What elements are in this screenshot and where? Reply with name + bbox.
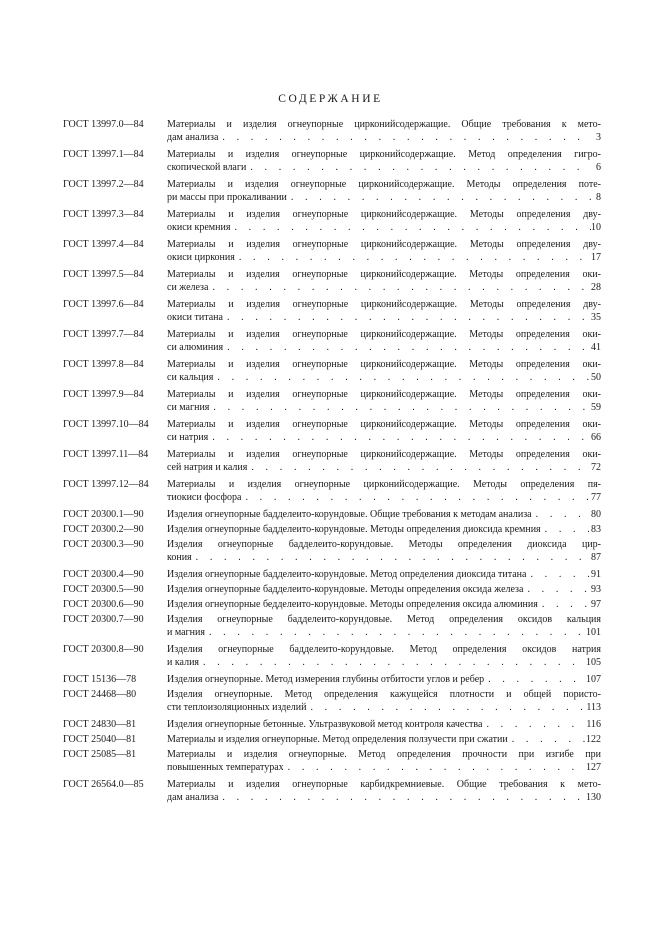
entry-last-line xyxy=(167,524,601,537)
entry-body xyxy=(167,734,601,747)
entry-last-line xyxy=(167,599,601,612)
entry-title-line: дам анализа xyxy=(167,791,219,803)
entry-last-line xyxy=(167,719,601,732)
entry-body xyxy=(167,119,601,144)
entry-last-line xyxy=(167,627,601,640)
dot-leader xyxy=(247,462,591,475)
standard-code: ГОСТ 13997.8—84 xyxy=(63,359,144,370)
entry-title-line: сей натрия и калия xyxy=(167,461,248,473)
page-number: 66 xyxy=(591,431,601,443)
page-number: 83 xyxy=(591,524,601,535)
entry-body xyxy=(167,389,601,414)
standard-code: ГОСТ 13997.12—84 xyxy=(63,479,149,490)
entry-body xyxy=(167,269,601,294)
page-number: 127 xyxy=(586,761,601,773)
page-number: 122 xyxy=(586,734,601,745)
entry-last-line xyxy=(167,162,601,175)
entry-title-line: кония xyxy=(167,551,192,563)
dot-leader xyxy=(306,702,586,715)
entry-body xyxy=(167,779,601,804)
entry-body xyxy=(167,524,601,537)
entry-title-line: Материалы и изделия огнеупорные цирконийсодержащие. Методы определения оки- xyxy=(167,329,601,340)
entry-body xyxy=(167,149,601,174)
standard-code: ГОСТ 20300.1—90 xyxy=(63,509,144,520)
toc-entry xyxy=(63,299,601,324)
standard-code: ГОСТ 13997.4—84 xyxy=(63,239,144,250)
entry-title-line: Материалы и изделия огнеупорные цирконийсодержащие. Методы определения поте- xyxy=(167,179,601,190)
entry-title-line: тиокиси фосфора xyxy=(167,491,242,503)
dot-leader xyxy=(484,674,586,687)
entry-title-line: Изделия огнеупорные бадделеито-корундовые. Методы определения диоксида кремния xyxy=(167,524,541,535)
entry-body xyxy=(167,419,601,444)
standard-code: ГОСТ 13997.10—84 xyxy=(63,419,149,430)
dot-leader xyxy=(218,132,591,145)
entry-last-line xyxy=(167,792,601,805)
dot-leader xyxy=(241,492,591,505)
standard-code: ГОСТ 25085—81 xyxy=(63,749,137,760)
page-number: 17 xyxy=(591,251,601,263)
entry-title-line: Материалы и изделия огнеупорные цирконийсодержащие. Методы определения оки- xyxy=(167,269,601,280)
entry-body xyxy=(167,299,601,324)
standard-code: ГОСТ 13997.5—84 xyxy=(63,269,144,280)
page-number: 41 xyxy=(591,341,601,353)
page-number: 59 xyxy=(591,401,601,413)
toc-entry xyxy=(63,119,601,144)
entry-body xyxy=(167,599,601,612)
page-number: 28 xyxy=(591,281,601,293)
entry-title-line: Изделия огнеупорные бедделеито-корундовые. Методы определения оксида алюминия xyxy=(167,599,538,610)
entry-body xyxy=(167,179,601,204)
entry-title-line: Материалы и изделия огнеупорные цирконийсодержащие. Методы определения оки- xyxy=(167,419,601,430)
dot-leader xyxy=(284,762,586,775)
entry-last-line xyxy=(167,132,601,145)
entry-title-line: си натрия xyxy=(167,431,209,443)
standard-code: ГОСТ 13997.6—84 xyxy=(63,299,144,310)
entry-last-line xyxy=(167,402,601,415)
page-number: 80 xyxy=(591,509,601,520)
standard-code: ГОСТ 13997.3—84 xyxy=(63,209,144,220)
dot-leader xyxy=(199,657,586,670)
entry-body xyxy=(167,479,601,504)
toc-entry xyxy=(63,269,601,294)
entry-title-line: си алюминия xyxy=(167,341,224,353)
dot-leader xyxy=(523,584,591,597)
toc-entry xyxy=(63,584,601,597)
entry-title-line: Материалы и изделия огнеупорные цирконийсодержащие. Методы определения оки- xyxy=(167,449,601,460)
standard-code: ГОСТ 25040—81 xyxy=(63,734,137,745)
entry-last-line xyxy=(167,734,601,747)
entry-title-line: си магния xyxy=(167,401,210,413)
dot-leader xyxy=(526,569,591,582)
standard-code: ГОСТ 13997.0—84 xyxy=(63,119,144,130)
entry-last-line xyxy=(167,432,601,445)
entry-last-line xyxy=(167,657,601,670)
dot-leader xyxy=(532,509,591,522)
toc-entry xyxy=(63,179,601,204)
dot-leader xyxy=(218,792,586,805)
toc-entry xyxy=(63,524,601,537)
toc-entry xyxy=(63,209,601,234)
dot-leader xyxy=(482,719,586,732)
entry-title-line: Изделия огнеупорные бадделеито-корундовые. Метод определения оксидов кальция xyxy=(167,614,601,625)
entry-last-line xyxy=(167,372,601,385)
entry-title-line: и магния xyxy=(167,626,205,638)
dot-leader xyxy=(508,734,586,747)
entry-body xyxy=(167,329,601,354)
page-number: 35 xyxy=(591,311,601,323)
toc-entry xyxy=(63,644,601,669)
entry-body xyxy=(167,509,601,522)
toc-entry xyxy=(63,359,601,384)
entry-last-line xyxy=(167,509,601,522)
entry-last-line xyxy=(167,492,601,505)
page-number: 91 xyxy=(591,569,601,580)
entry-body xyxy=(167,584,601,597)
entry-title-line: Материалы и изделия огнеупорные. Метод определения ползучести при сжатии xyxy=(167,734,508,745)
entry-last-line xyxy=(167,282,601,295)
entry-last-line xyxy=(167,192,601,205)
entry-body xyxy=(167,689,601,714)
page-number: 130 xyxy=(586,791,601,803)
entry-last-line xyxy=(167,552,601,565)
entry-title-line: Материалы и изделия огнеупорные цирконийсодержащие. Общие требования к мето- xyxy=(167,119,601,130)
entry-title-line: Изделия огнеупорные бадделеито-корундовые. Метод определения оксидов натрия xyxy=(167,644,601,655)
entry-last-line xyxy=(167,762,601,775)
dot-leader xyxy=(213,372,591,385)
standard-code: ГОСТ 20300.8—90 xyxy=(63,644,144,655)
entry-title-line: си кальция xyxy=(167,371,214,383)
entry-body xyxy=(167,449,601,474)
entry-last-line xyxy=(167,569,601,582)
page-number: 10 xyxy=(591,221,601,233)
entry-title-line: Изделия огнеупорные бадделеито-корундовые. Общие требования к методам анализа xyxy=(167,509,532,520)
entry-body xyxy=(167,644,601,669)
toc-entry xyxy=(63,419,601,444)
standard-code: ГОСТ 24468—80 xyxy=(63,689,137,700)
toc-entry xyxy=(63,569,601,582)
toc-entry xyxy=(63,329,601,354)
dot-leader xyxy=(538,599,591,612)
entry-last-line xyxy=(167,342,601,355)
entry-last-line xyxy=(167,462,601,475)
entry-title-line: окиси кремния xyxy=(167,221,231,233)
table-of-contents xyxy=(63,119,601,809)
entry-title-line: Изделия огнеупорные. Метод определения кажущейся плотности и общей пористо- xyxy=(167,689,601,700)
toc-entry xyxy=(63,614,601,639)
entry-body xyxy=(167,539,601,564)
dot-leader xyxy=(246,162,591,175)
entry-body xyxy=(167,239,601,264)
toc-entry xyxy=(63,599,601,612)
standard-code: ГОСТ 15136—78 xyxy=(63,674,137,685)
entry-title-line: Материалы и изделия огнеупорные цирконийсодержащие. Методы определения дву- xyxy=(167,209,601,220)
entry-title-line: дам анализа xyxy=(167,131,219,143)
entry-body xyxy=(167,569,601,582)
standard-code: ГОСТ 13997.1—84 xyxy=(63,149,144,160)
dot-leader xyxy=(235,252,591,265)
entry-title-line: Материалы и изделия огнеупорные цирконийсодержащие. Методы определения пя- xyxy=(167,479,601,490)
entry-last-line xyxy=(167,312,601,325)
entry-title-line: Материалы и изделия огнеупорные цирконийсодержащие. Метод определения гигро- xyxy=(167,149,601,160)
page-number: 50 xyxy=(591,371,601,383)
page-number: 3 xyxy=(596,131,601,143)
entry-body xyxy=(167,719,601,732)
entry-last-line xyxy=(167,584,601,597)
entry-title-line: Материалы и изделия огнеупорные. Метод определения прочности при изгибе при xyxy=(167,749,601,760)
entry-title-line: повышенных температурах xyxy=(167,761,284,773)
entry-title-line: Материалы и изделия огнеупорные цирконийсодержащие. Методы определения оки- xyxy=(167,389,601,400)
page-number: 87 xyxy=(591,551,601,563)
entry-last-line xyxy=(167,252,601,265)
toc-entry xyxy=(63,674,601,687)
toc-entry xyxy=(63,719,601,732)
page-number: 105 xyxy=(586,656,601,668)
standard-code: ГОСТ 13997.2—84 xyxy=(63,179,144,190)
entry-last-line xyxy=(167,702,601,715)
entry-title-line: сти теплоизоляционных изделий xyxy=(167,701,307,713)
dot-leader xyxy=(208,282,591,295)
toc-entry xyxy=(63,149,601,174)
dot-leader xyxy=(209,402,591,415)
standard-code: ГОСТ 20300.6—90 xyxy=(63,599,144,610)
dot-leader xyxy=(205,627,586,640)
entry-title-line: скопической влаги xyxy=(167,161,247,173)
standard-code: ГОСТ 24830—81 xyxy=(63,719,137,730)
page-number: 77 xyxy=(591,491,601,503)
page-number: 97 xyxy=(591,599,601,610)
dot-leader xyxy=(541,524,591,537)
toc-entry xyxy=(63,689,601,714)
standard-code: ГОСТ 20300.3—90 xyxy=(63,539,144,550)
toc-entry xyxy=(63,479,601,504)
standard-code: ГОСТ 20300.5—90 xyxy=(63,584,144,595)
entry-title-line: Материалы и изделия огнеупорные цирконийсодержащие. Методы определения дву- xyxy=(167,239,601,250)
entry-body xyxy=(167,359,601,384)
page-number: 93 xyxy=(591,584,601,595)
page-number: 113 xyxy=(586,701,601,713)
entry-title-line: Материалы и изделия огнеупорные карбидкремниевые. Общие требования к мето- xyxy=(167,779,601,790)
entry-body xyxy=(167,614,601,639)
dot-leader xyxy=(223,312,591,325)
dot-leader xyxy=(223,342,591,355)
page-number: 8 xyxy=(596,191,601,203)
page-number: 6 xyxy=(596,161,601,173)
entry-title-line: Изделия огнеупорные бетонные. Ультразвуковой метод контроля качества xyxy=(167,719,483,730)
entry-body xyxy=(167,674,601,687)
toc-entry xyxy=(63,539,601,564)
dot-leader xyxy=(208,432,591,445)
entry-title-line: ри массы при прокаливании xyxy=(167,191,287,203)
entry-title-line: окиси циркония xyxy=(167,251,235,263)
entry-body xyxy=(167,749,601,774)
standard-code: ГОСТ 20300.2—90 xyxy=(63,524,144,535)
entry-title-line: Изделия огнеупорные бадделеито-корундовые. Методы определения диоксида цир- xyxy=(167,539,601,550)
standard-code: ГОСТ 13997.11—84 xyxy=(63,449,149,460)
page-number: 101 xyxy=(586,626,601,638)
toc-entry xyxy=(63,239,601,264)
entry-body xyxy=(167,209,601,234)
entry-last-line xyxy=(167,674,601,687)
entry-title-line: окиси титана xyxy=(167,311,223,323)
page-number: 72 xyxy=(591,461,601,473)
dot-leader xyxy=(192,552,591,565)
page-number: 116 xyxy=(586,719,601,730)
toc-entry xyxy=(63,734,601,747)
entry-title-line: Изделия огнеупорные бадделеито-корундовые. Метод определения диоксида титана xyxy=(167,569,527,580)
toc-entry xyxy=(63,449,601,474)
entry-title-line: и калия xyxy=(167,656,200,668)
entry-title-line: Материалы и изделия огнеупорные цирконийсодержащие. Методы определения дву- xyxy=(167,299,601,310)
standard-code: ГОСТ 20300.4—90 xyxy=(63,569,144,580)
standard-code: ГОСТ 20300.7—90 xyxy=(63,614,144,625)
entry-last-line xyxy=(167,222,601,235)
dot-leader xyxy=(287,192,591,205)
standard-code: ГОСТ 13997.7—84 xyxy=(63,329,144,340)
dot-leader xyxy=(230,222,591,235)
standard-code: ГОСТ 26564.0—85 xyxy=(63,779,144,790)
toc-entry xyxy=(63,749,601,774)
page-number: 107 xyxy=(586,674,601,685)
entry-title-line: Материалы и изделия огнеупорные цирконийсодержащие. Методы определения оки- xyxy=(167,359,601,370)
page-title: СОДЕРЖАНИЕ xyxy=(278,93,383,105)
toc-entry xyxy=(63,389,601,414)
toc-entry xyxy=(63,779,601,804)
standard-code: ГОСТ 13997.9—84 xyxy=(63,389,144,400)
entry-title-line: Изделия огнеупорные. Метод измерения глубины отбитости углов и ребер xyxy=(167,674,485,685)
entry-title-line: си железа xyxy=(167,281,209,293)
entry-title-line: Изделия огнеупорные бадделеито-корундовые. Методы определения оксида железа xyxy=(167,584,524,595)
toc-entry xyxy=(63,509,601,522)
